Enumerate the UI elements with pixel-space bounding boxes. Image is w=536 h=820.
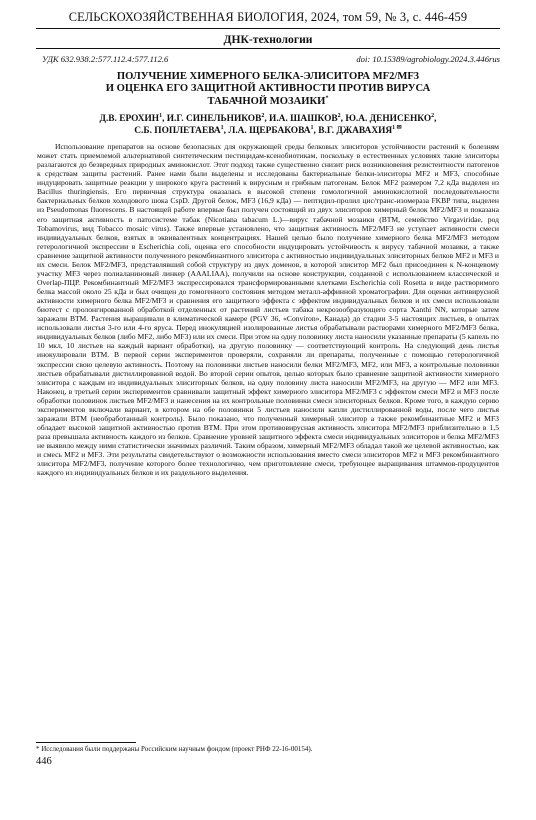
author-list [36,113,500,137]
page-number: 446 [36,756,52,767]
corresponding-author-affiliation: 1 ✉ [392,124,402,131]
author-line: С.Б. ПОПЛЕТАЕВА$^1$, Л.А. ЩЕРБАКОВА$^1$, В.Г. $ДЖАВАХИЯ^{1 ✉}$ [134,124,402,136]
author-name: И.А. ШАШКОВ [269,114,338,124]
title-footnote-mark: * [325,95,329,102]
author-name: Д.В. ЕРОХИН [99,114,160,124]
journal-header: СЕЛЬСКОХОЗЯЙСТВЕННАЯ БИОЛОГИЯ, 2024, том 59, № 3, с. 446-459 [68,10,468,24]
author-name: Л.А. ЩЕРБАКОВА [228,126,311,136]
title-line: ПОЛУЧЕНИЕ ХИМЕРНОГО БЕЛКА-ЭЛИСИТОРА MF2/MF3 [116,71,420,82]
author-name: Ю.А. ДЕНИСЕНКО [345,114,432,124]
author-affiliation: 1 [159,112,163,119]
header-rule [36,28,500,29]
section-title: ДНК-технологии [223,33,313,46]
author-name: В.Г. ДЖАВАХИЯ [318,126,393,136]
abstract-paragraph: Использование препаратов на основе безопасных для окружающей среды белковых элиситоров устойчивости растений к болезням может стать приемлемой альтернативой синтетическим пестицидам-ксенобиотикам, поскольку в естественных условиях такие элиситоры разлагаются до безвредных природных аминокислот. Этот подход также существенно снизит риск возникновения резистентности патогенов к средствам защиты растений. Ранее нами были выделены и исследованы бактериальные белки-элиситоры MF2 и MF3, способные индуцировать защитные реакции у широкого круга растений к вирусным и грибным патогенам. Белок MF2 размером 7,2 кДа выделен из Bacillus thuringiensis. Его первичная структура оказалась в высокой степени гомологичной аминокислотной последовательности бактериальных белков холодового шока CspD. Другой белок, MF3 (16,9 кДа) — пептидил-пролил цис/транс-изомераза FKBP типа, выделен из Pseudomonas fluorescens. В настоящей работе впервые был получен состоящий из двух элиситоров химерный белок MF2/MF3 и показана его защитная активность в патосистеме табак (Nicotiana tabacum L.)—вирус табачной мозаики (ВТМ, семейство Virgaviridae, род Tobamovirus, вид Tobacco mosaic virus). Также впервые установлено, что защитная активность MF2/MF3 не уступает активности смеси индивидуальных белков, взятых в эквивалентных концентрациях. Нашей целью было получение химерного белка MF2/MF3 методом гетерологичной экспрессии в Escherichia coli, оценка его способности индуцировать устойчивость к вирусу табачной мозаики, а также сравнение защитной активности полученного рекомбинантного элиситора с активностью индивидуальных элиситорных белков MF2 и MF3 и их смеси. Белок MF2/MF3, представлявший собой структуру из двух доменов, в которой элиситор MF2 был присоединен к N-концевому участку MF3 через полиаланиновый линкер (AAALIAA), получили на основе конструкции, созданной с использованием классической и Overlap-ПЦР. Рекомбинантный MF2/MF3 экспрессировался трансформированными клетками Escherichia coli Rosetta в виде растворимого белка массой около 25 кДа и был очищен до гомогенного состояния методом металл-аффинной хроматографии. Для оценки антивирусной активности химерного белка MF2/MF3 и сравнения его защитного эффекта с эффектом индивидуальных белков и их смеси использовали биотест с пролонгированной обработкой отделенных от растений листьев табака некрозообразующего сорта Xanthi NN, которые затем заражали ВТМ. Растения выращивали в климатической камере (PGV 36, «Conviron», Канада) до стадии 3-5 настоящих листьев, в опытах использовали листья 3-го или 4-го яруса. Перед инокуляцией изолированные листья обрабатывали растворами химерного MF2/MF3 белка, индивидуальных белков (либо MF2, либо MF3) или их смеси. При этом на одну половинку листа наносили указанные препараты (5 капель по 10 мкл, 10 листьев на каждый вариант обработки), на другую половинку — соответствующий контроль. На следующий день листья инокулировали ВТМ. В первой серии экспериментов проверяли, сохраняли ли препараты, полученные с помощью гетерологичной экспрессии свою целевую активность. Поэтому на половинки листьев наносили белки MF2/MF3, MF2, или MF3, а контрольные половинки листьев обрабатывали дистиллированной водой. Во второй серии опытов, целью которых было сравнение защитной активности химерного элиситора с каждым из индивидуальных элиситорных белков, на одну половину листа наносили MF2/MF3, на другую — MF2 или MF3. Наконец, в третьей серии экспериментов сравнивали защитный эффект химерного элиситора MF2/MF3 с эффектом смеси MF2 и MF3 после обработки половинок листьев MF2/MF3 и нанесения на их контрольные половинки смеси элиситорных белков. Кроме того, в каждую серию экспериментов включали вариант, в котором на обе половинки 5 листьев наносили капли дистиллированной воды, после чего листья заражали ВТМ (необработанный контроль). Было показано, что полученный химерный элиситор а также рекомбинантные MF2 и MF3 обладает высокой защитной активностью против ВТМ. При этом противовирусная активность элиситора MF2/MF3 приблизительно в 1,5 раза превышала активность каждого из белков. Сравнение уровней защитного эффекта смеси индивидуальных элиситоров и белка MF2/MF3 не выявило между ними статистически значимых различий. Таким образом, химерный MF2/MF3 обладал такой же целевой активностью, как и смесь MF2 и MF3. Эти результаты свидетельствуют о возможности использования вместо смеси элиситоров MF2 и MF3 рекомбинантного элиситора MF2/MF3, получение которого более технологично, чем приготовление смеси, требующее выращивания штаммов-продуцентов каждого из индивидуальных белков и их раздельного выделения. [37,142,499,478]
title-line: И ОЦЕНКА ЕГО ЗАЩИТНОЙ АКТИВНОСТИ ПРОТИВ ВИРУСА [105,83,431,95]
footnote-rule [36,742,136,743]
author-affiliation: 2 [431,112,435,119]
author-name: С.Б. ПОПЛЕТАЕВА [134,126,221,136]
author-line: Д.В. ЕРОХИН$^1$, И.Г. СИНЕЛЬНИКОВ$^2$, И.А. ШАШКОВ$^2$, Ю.А. ДЕНИСЕНКО$^2$, [99,112,437,124]
author-affiliation: 1 [310,124,314,131]
footnote: * Исследования были поддержаны Российским научным фондом (проект РНФ 22-16-00154). [36,745,313,753]
doi[interactable]: doi: 10.15389/agrobiology.2024.3.446rus [356,54,500,64]
title-line-text: ТАБАЧНОЙ МОЗАИКИ [207,95,326,107]
abstract [37,142,499,477]
article-meta [36,54,500,64]
author-affiliation: 2 [261,112,265,119]
udk-code: УДК 632.938.2:577.112.4:577.112.6 [42,54,169,64]
article-title [36,71,500,108]
section-rule [36,48,500,49]
author-affiliation: 2 [337,112,341,119]
author-name: И.Г. СИНЕЛЬНИКОВ [166,114,262,124]
author-affiliation: 1 [220,124,224,131]
title-line [36,96,500,108]
